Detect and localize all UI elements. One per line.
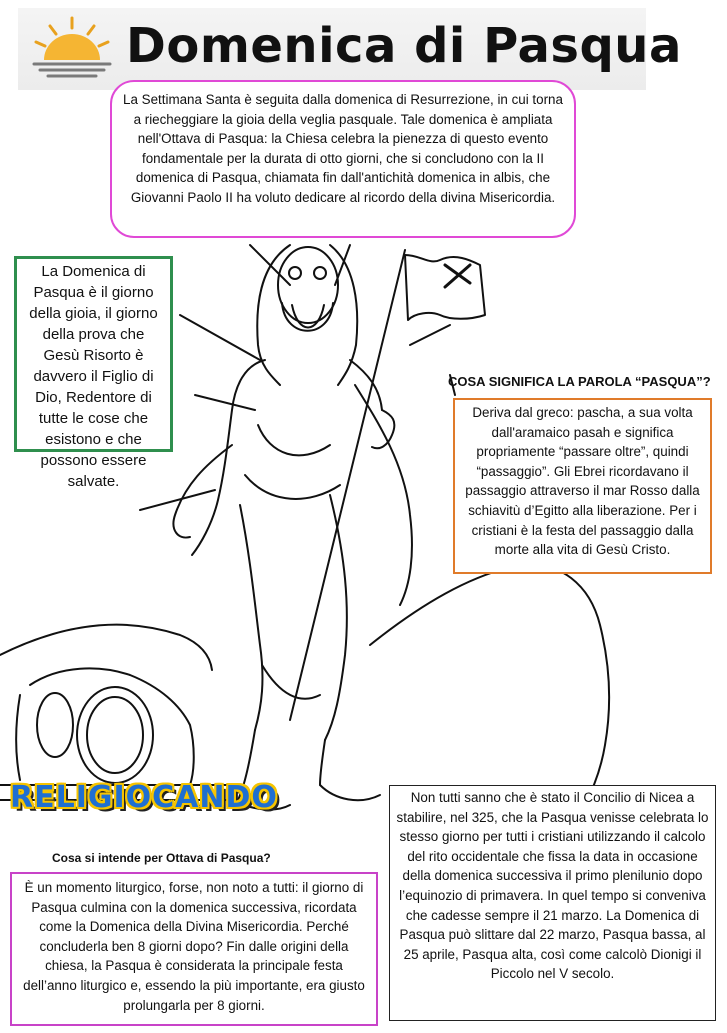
pasqua-meaning-heading: COSA SIGNIFICA LA PAROLA “PASQUA”? [448,374,711,389]
nicea-text: Non tutti sanno che è stato il Concilio di Nicea a stabilire, nel 325, che la Pasqua venisse celebrata lo stesso giorno per tutti i cristiani utilizzando il calcolo del rito occidentale che fissa la data in occasione della domenica successiva il primo plenilunio dopo l’equinozio di primavera. In quel tempo si conveniva che cadesse sempre il 21 marzo. La Domenica di Pasqua può slittare dal 22 marzo, Pasqua bassa, al 25 aprile, Pasqua alta, così come calcolò Dionigi il Piccolo nel V secolo. [396,790,709,982]
intro-text: La Settimana Santa è seguita dalla domenica di Resurrezione, in cui torna a riecheggiare la gioia della veglia pasquale. Tale domenica è ampliata nell'Ottava di Pasqua: la Chiesa celebra la pienezza di questo evento fondamentale per la durata di otto giorni, che si concludono con la II domenica di Pasqua, chiamata fin dall'antichità domenica in albis, che Giovanni Paolo II ha voluto dedicare al ricordo della divina Misericordia. [123,92,563,205]
pasqua-meaning-box [453,398,712,574]
intro-text-box [110,80,576,238]
sunrise-icon [30,14,114,80]
page-title: Domenica di Pasqua [126,18,682,74]
ottava-text: È un momento liturgico, forse, non noto a tutti: il giorno di Pasqua culmina con la domenica successiva, ricordata come la Domenica della Divina Misericordia. Perché concluderla ben 8 giorni dopo? Fin dalle origini della chiesa, la Pasqua è considerata la principale festa dell’anno liturgico e, essendo la più importante, era giusto prolungarla per 8 giorni. [23,880,365,1013]
pasqua-meaning-text: Deriva dal greco: pascha, a sua volta dall'aramaico pasah e significa propriamente “passare oltre”, quindi “passaggio”. Gli Ebrei ricordavano il passaggio attraverso il mar Rosso dalla schiavitù d’Egitto alla liberazione. Per i cristiani è la festa del passaggio dalla morte alla vita di Gesù Cristo. [465,405,700,558]
religiocando-logo: RELIGIOCANDO [10,780,278,815]
joy-text-box [14,256,173,490]
nicea-text-box [389,785,716,1021]
ottava-text-box [10,872,378,1026]
joy-text: La Domenica di Pasqua è il giorno della gioia, il giorno della prova che Gesù Risorto è davvero il Figlio di Dio, Redentore di tutte le cose che esistono e che possono essere salvate. [29,263,158,490]
ottava-heading: Cosa si intende per Ottava di Pasqua? [52,851,271,865]
